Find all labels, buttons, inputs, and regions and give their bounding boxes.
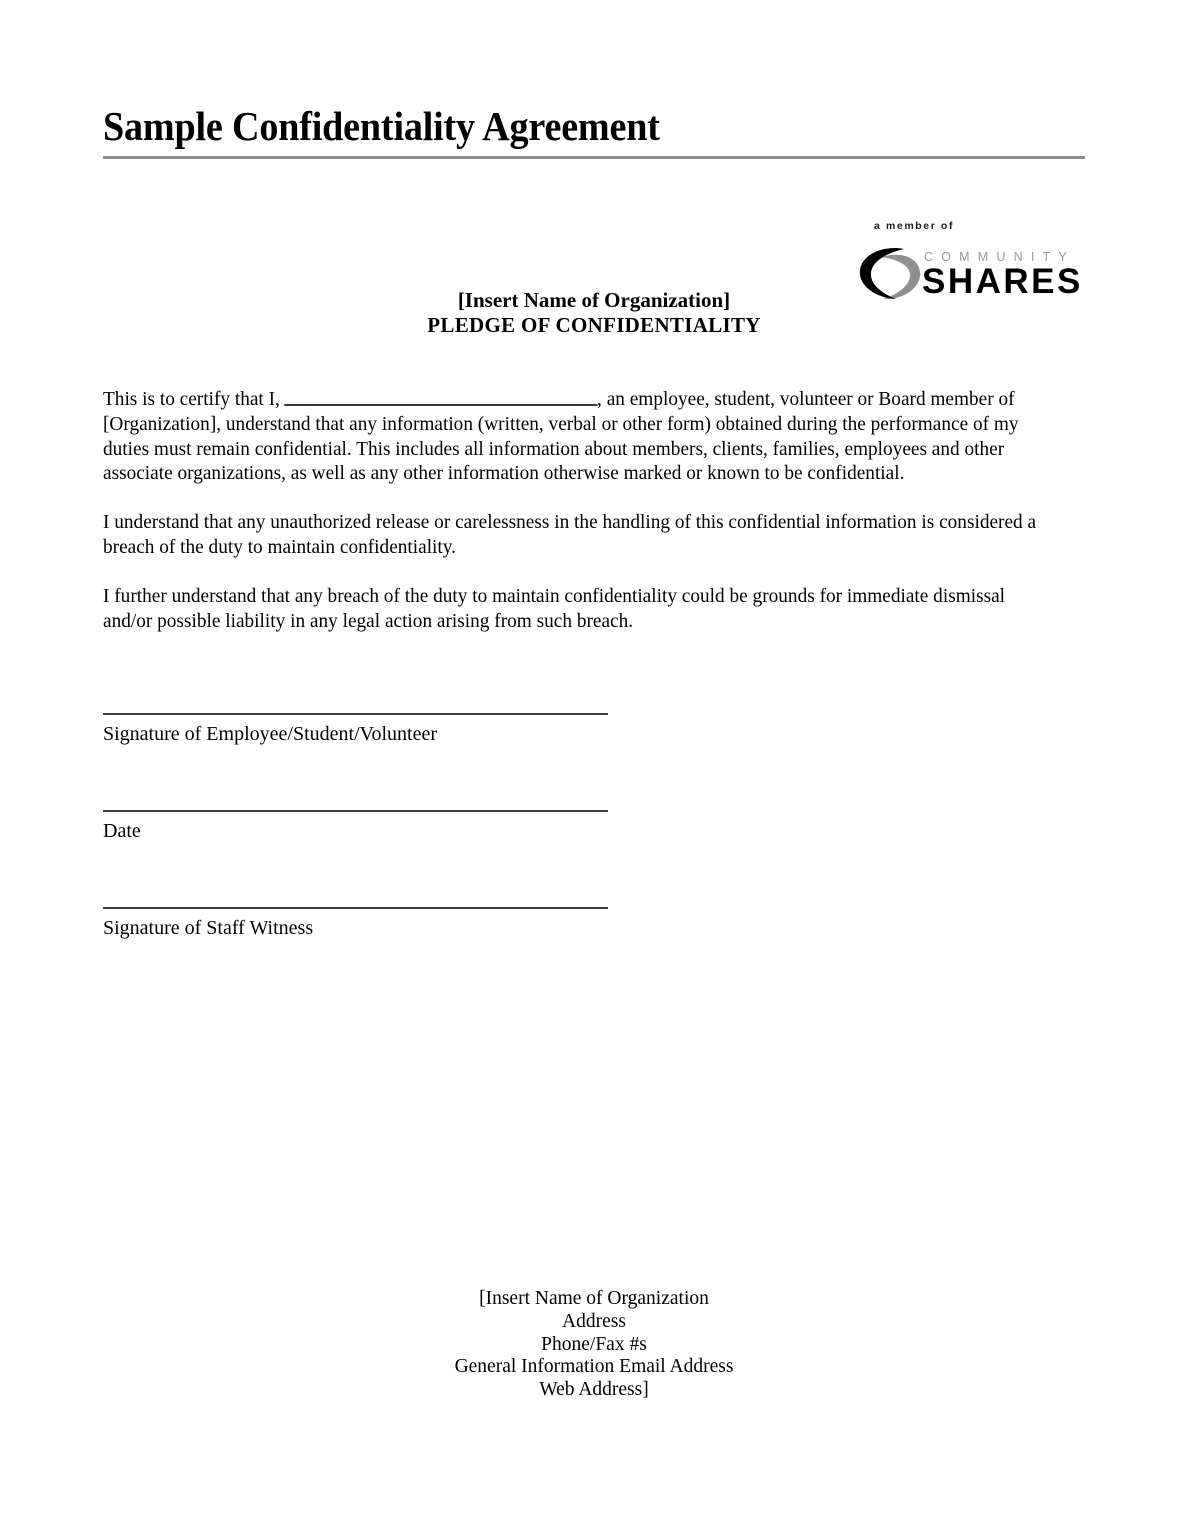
signature-label: Signature of Employee/Student/Volunteer [103, 723, 438, 745]
organization-footer [103, 1288, 1085, 1402]
agreement-body [103, 388, 1071, 658]
heading-organization-line: [Insert Name of Organization] [457, 288, 731, 312]
footer-line: [Insert Name of Organization [479, 1288, 709, 1309]
footer-line: Web Address] [539, 1379, 649, 1401]
certify-text-after-blank: , an employee, student, volunteer or Board member of [Organization], understand that any information (written, verbal or other form) obtained during the performance of my duties must remain confidential. This includes all information about members, clients, families, employees and other associate organizations, as well as any other information otherwise marked or known to be confidential. [103, 389, 1019, 485]
page-title: Sample Confidentiality Agreement [103, 103, 660, 149]
member-of-label: a member of [874, 220, 955, 232]
signature-field-employee [103, 713, 623, 810]
heading-pledge-line: PLEDGE OF CONFIDENTIALITY [427, 313, 761, 337]
signature-field-witness [103, 907, 623, 1004]
signature-label: Signature of Staff Witness [103, 917, 314, 939]
title-divider [103, 156, 1085, 159]
logo-word-community: COMMUNITY [924, 250, 1075, 264]
footer-line: Phone/Fax #s [541, 1333, 647, 1355]
footer-line: General Information Email Address [454, 1356, 734, 1378]
paragraph-certify [103, 388, 1056, 487]
paragraph-breach-consequences: I further understand that any breach of the duty to maintain confidentiality could be grounds for immediate dismissal and/or possible liability in any legal action arising from such breach. [103, 585, 1006, 632]
signature-section [103, 713, 623, 1004]
certify-text-before-blank: This is to certify that I, [103, 389, 280, 410]
footer-line: Address [562, 1310, 626, 1332]
name-blank-field[interactable] [284, 389, 597, 406]
logo-word-shares: SHARES [922, 262, 1083, 301]
signature-field-date [103, 810, 623, 907]
paragraph-unauthorized-release: I understand that any unauthorized release or carelessness in the handling of this confidential information is considered a breach of the duty to maintain confidentiality. [103, 512, 1037, 558]
pledge-heading [103, 288, 1085, 338]
signature-label: Date [103, 820, 141, 842]
